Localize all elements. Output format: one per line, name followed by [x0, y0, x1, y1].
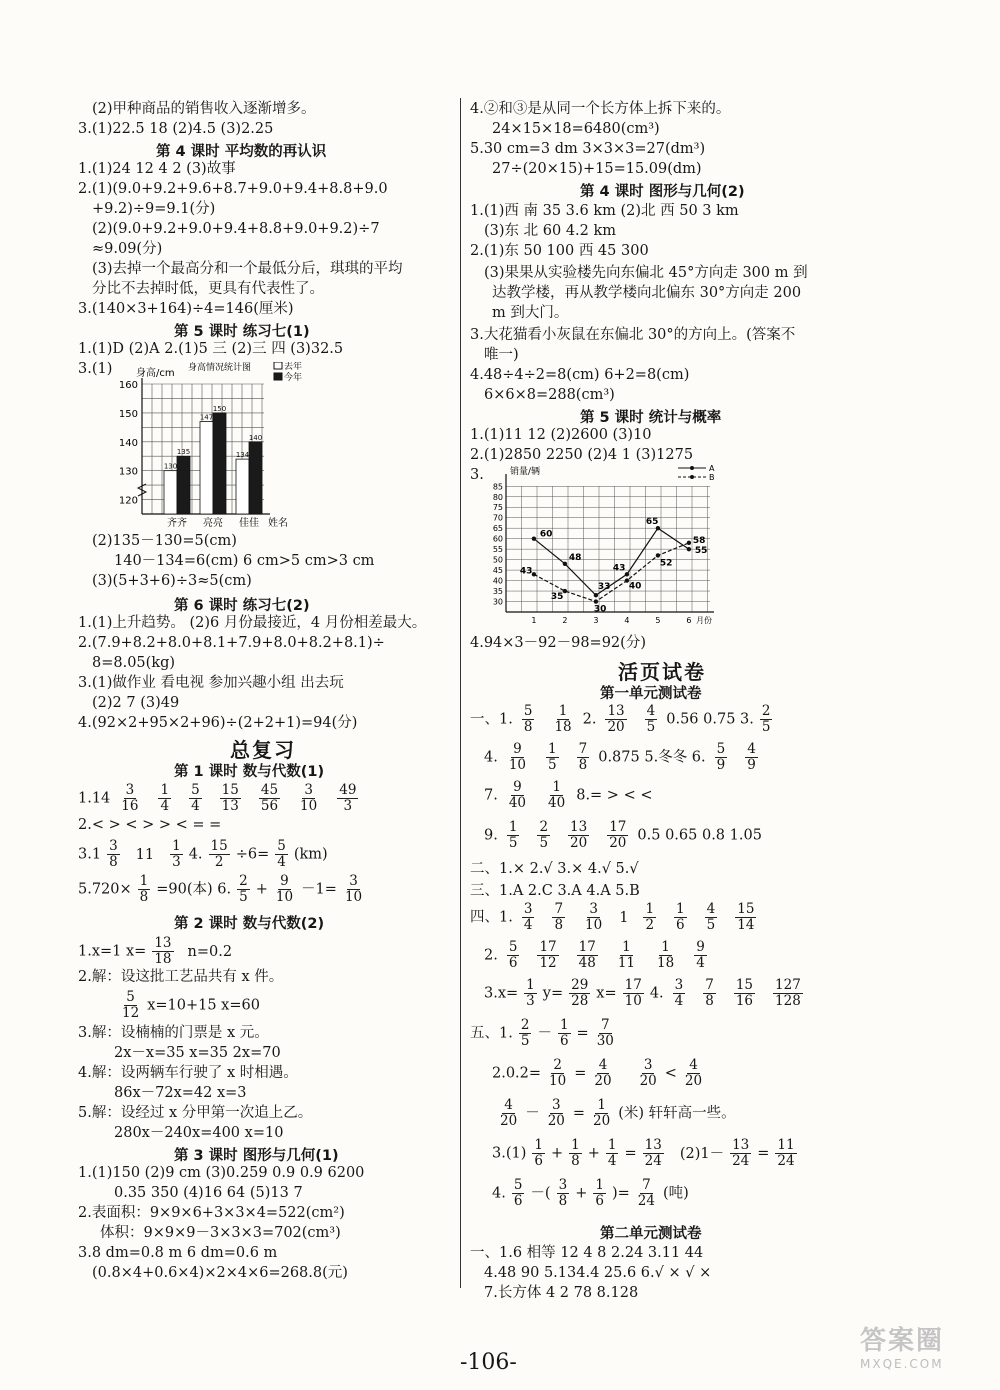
- fraction: $\frac{1}{8}$: [571, 1137, 580, 1169]
- fraction: $\frac{1}{40}$: [548, 779, 566, 811]
- fraction: $\frac{17}{12}$: [539, 939, 557, 971]
- answer-line: 1.(1)上升趋势。 (2)6 月份最接近，4 月份相差最大。: [78, 615, 427, 631]
- section-heading: 第 4 课时 图形与几何(2): [580, 184, 745, 200]
- data-label: 58: [692, 535, 706, 546]
- answer-line: 一、1. $\frac{5}{8}$ $\frac{1}{18}$ 2. $\frac{13}{20}$ $\frac{4}{5}$ 0.56 0.75 3. $\frac{2}{5}$: [470, 703, 771, 735]
- answer-line: 3.: [470, 467, 484, 483]
- data-label: 30: [593, 604, 607, 615]
- fraction: $\frac{2}{10}$: [549, 1057, 567, 1089]
- data-label: 33: [597, 582, 611, 593]
- fraction: $\frac{3}{10}$: [300, 782, 318, 814]
- bar-value-label: 140: [248, 433, 263, 442]
- answer-line: 3.x= $\frac{1}{3}$ y= $\frac{29}{28}$ x= $\frac{17}{10}$ 4. $\frac{3}{4}$ $\frac{7}{8}$ $\frac{15}{16}$ $\frac{127}{128}$: [484, 977, 801, 1009]
- answer-line: 2.0.2= $\frac{2}{10}$ = $\frac{4}{20}$ $\frac{3}{20}$ < $\frac{4}{20}$: [492, 1057, 703, 1089]
- legend-marker: [690, 475, 694, 479]
- column-divider: [460, 98, 461, 1288]
- answer-line: 6×6×8=288(cm³): [484, 387, 615, 403]
- fraction: $\frac{3}{8}$: [558, 1177, 568, 1209]
- fraction: $\frac{1}{6}$: [534, 1137, 543, 1169]
- answer-line: 5.720× $\frac{1}{8}$ =90(本) 6. $\frac{2}{5}$ + $\frac{9}{10}$ －1= $\frac{3}{10}$: [78, 873, 363, 905]
- y-tick-label: 80: [492, 492, 503, 502]
- section-heading: 第一单元测试卷: [600, 686, 702, 702]
- y-tick-label: 55: [492, 545, 503, 555]
- answer-line: 2.(1)(9.0+9.2+9.6+8.7+9.0+9.4+8.8+9.0: [78, 181, 388, 197]
- fraction: $\frac{1}{3}$: [172, 838, 181, 870]
- data-label: 52: [659, 558, 673, 569]
- data-label: 65: [645, 517, 659, 528]
- answer-line: (2)(9.0+9.2+9.0+9.4+8.8+9.0+9.2)÷7: [92, 221, 380, 237]
- legend-label: B: [709, 473, 715, 482]
- chart-title: 身高情况统计图: [188, 363, 252, 373]
- fraction: $\frac{5}{9}$: [716, 741, 726, 773]
- answer-line: 1.(1)11 12 (2)2600 (3)10: [470, 427, 652, 443]
- fraction: $\frac{2}{5}$: [520, 1017, 530, 1049]
- answer-line: 3.解：设楠楠的门票是 x 元。: [78, 1025, 269, 1041]
- fraction: $\frac{13}{18}$: [154, 935, 172, 967]
- y-tick-label: 35: [492, 587, 503, 597]
- answer-line: 2.< > < > > < = =: [78, 817, 222, 833]
- answer-line: 3.(1)22.5 18 (2)4.5 (3)2.25: [78, 121, 274, 137]
- fraction: $\frac{2}{5}$: [239, 873, 248, 905]
- answer-line: 4. $\frac{5}{6}$ －( $\frac{3}{8}$ + $\frac{1}{6}$ )= $\frac{7}{24}$ (吨): [492, 1177, 689, 1209]
- fraction: $\frac{1}{6}$: [676, 901, 685, 933]
- answer-line: 1.(1)D (2)A 2.(1)5 三 (2)三 四 (3)32.5: [78, 341, 344, 357]
- fraction: $\frac{9}{10}$: [275, 873, 294, 905]
- answer-line: 1.14 $\frac{3}{16}$ $\frac{1}{4}$ $\frac{5}{4}$ $\frac{15}{13}$ $\frac{45}{56}$ $\frac{3}{10}$ $\frac{49}{3}$: [78, 782, 357, 814]
- answer-line: 1.(1)西 南 35 3.6 km (2)北 西 50 3 km: [470, 203, 739, 219]
- y-tick-label: 30: [492, 597, 503, 607]
- answer-line: 5.30 cm=3 dm 3×3×3=27(dm³): [470, 141, 706, 157]
- bar: [164, 471, 177, 514]
- data-point: [656, 553, 660, 557]
- answer-line: 一、1.6 相等 12 4 8 2.24 3.11 44: [470, 1245, 704, 1261]
- fraction: $\frac{15}{13}$: [221, 782, 239, 814]
- legend-label: 今年: [284, 373, 303, 383]
- x-axis-label: 姓名: [268, 518, 288, 529]
- section-heading: 第二单元测试卷: [600, 1226, 702, 1242]
- fraction: $\frac{3}{20}$: [639, 1057, 657, 1089]
- answer-line: 4.94×3－92－98=92(分): [470, 635, 646, 651]
- answer-line: 2x－x=35 x=35 2x=70: [114, 1045, 281, 1061]
- fraction: $\frac{1}{6}$: [595, 1177, 604, 1209]
- y-tick-label: 160: [118, 380, 138, 391]
- data-point: [594, 599, 598, 603]
- fraction: $\frac{5}{8}$: [523, 703, 533, 735]
- answer-line: 体积：9×9×9－3×3×3=702(cm³): [100, 1225, 341, 1241]
- answer-line: 140－134=6(cm) 6 cm>5 cm>3 cm: [114, 553, 375, 569]
- fraction: $\frac{9}{40}$: [508, 779, 527, 811]
- answer-line: 3.(1)做作业 看电视 参加兴趣小组 出去玩: [78, 675, 344, 691]
- legend-label: 去年: [284, 362, 303, 372]
- fraction: $\frac{13}{20}$: [607, 703, 625, 735]
- legend-swatch: [274, 362, 282, 369]
- answer-line: 1.x=1 x= $\frac{13}{18}$ n=0.2: [78, 935, 233, 967]
- answer-line: +9.2)÷9=9.1(分): [92, 201, 216, 217]
- data-label: 48: [568, 552, 582, 563]
- answer-line: 2.解：设这批工艺品共有 x 件。: [78, 969, 284, 985]
- x-tick-label: 2: [562, 616, 568, 625]
- answer-line: 2.(1)东 50 100 西 45 300: [470, 243, 649, 259]
- answer-line: 27÷(20×15)+15=15.09(dm): [492, 161, 702, 177]
- answer-line: 4. $\frac{9}{10}$ $\frac{1}{5}$ $\frac{7}{8}$ 0.875 5.冬冬 6. $\frac{5}{9}$ $\frac{4}{9}$: [484, 741, 756, 773]
- section-heading: 第 3 课时 图形与几何(1): [174, 1148, 339, 1164]
- fraction: $\frac{9}{10}$: [508, 741, 527, 773]
- section-heading: 第 2 课时 数与代数(2): [174, 916, 325, 932]
- answer-line: 2.(7.9+8.2+8.0+8.1+7.9+8.0+8.2+8.1)÷: [78, 635, 385, 651]
- page-number: -106-: [460, 1350, 517, 1375]
- answer-line: 分比不去掉时低，更具有代表性了。: [92, 281, 324, 297]
- fraction: $\frac{1}{8}$: [139, 873, 149, 905]
- answer-line: 3.大花猫看小灰鼠在东偏北 30°的方向上。(答案不: [470, 327, 796, 343]
- y-tick-label: 40: [492, 576, 503, 586]
- data-label: 40: [628, 581, 642, 592]
- fraction: $\frac{13}{24}$: [644, 1137, 662, 1169]
- fraction: $\frac{3}{8}$: [109, 838, 118, 870]
- bar-value-label: 130: [163, 462, 178, 471]
- fraction: $\frac{3}{4}$: [523, 901, 533, 933]
- answer-line: 4.(92×2+95×2+96)÷(2+2+1)=94(分): [78, 715, 358, 731]
- answer-line: $\frac{4}{20}$ － $\frac{3}{20}$ = $\frac{1}{20}$ (米) 轩轩高一些。: [500, 1097, 736, 1129]
- x-tick-label: 3: [593, 616, 599, 625]
- section-heading: 第 5 课时 统计与概率: [580, 410, 722, 426]
- data-point: [687, 541, 691, 545]
- y-tick-label: 50: [492, 555, 503, 565]
- data-point: [687, 547, 691, 551]
- fraction: $\frac{3}{20}$: [547, 1097, 565, 1129]
- fraction: $\frac{29}{28}$: [571, 977, 589, 1009]
- bar: [200, 422, 213, 514]
- fraction: $\frac{1}{4}$: [607, 1137, 617, 1169]
- data-label: 43: [519, 566, 533, 577]
- fraction: $\frac{3}{10}$: [585, 901, 603, 933]
- answer-line: 1.(1)150 (2)9 cm (3)0.259 0.9 0.9 6200: [78, 1165, 365, 1181]
- answer-line: 24×15×18=6480(cm³): [492, 121, 660, 137]
- legend-marker: [690, 466, 694, 470]
- answer-line: ≈9.09(分): [92, 241, 163, 257]
- fraction: $\frac{1}{2}$: [645, 901, 655, 933]
- answer-line: (2)135－130=5(cm): [92, 533, 237, 549]
- answer-line: (3)果果从实验楼先向东偏北 45°方向走 300 m 到: [484, 265, 808, 281]
- section-heading: 第 6 课时 练习七(2): [174, 598, 310, 614]
- fraction: $\frac{7}{8}$: [578, 741, 588, 773]
- answer-line: (3)东 北 60 4.2 km: [484, 223, 617, 239]
- x-tick-label: 1: [531, 616, 537, 625]
- answer-line: 7.长方体 4 2 78 8.128: [484, 1285, 639, 1301]
- bar: [236, 459, 249, 514]
- fraction: $\frac{1}{4}$: [160, 782, 170, 814]
- answer-line: (3)去掉一个最高分和一个最低分后，琪琪的平均: [92, 261, 403, 277]
- x-tick-label: 5: [655, 616, 661, 625]
- y-tick-label: 60: [492, 534, 503, 544]
- section-heading: 第 5 课时 练习七(1): [174, 324, 310, 340]
- answer-line: 3.1 $\frac{3}{8}$ 11 $\frac{1}{3}$ 4. $\frac{15}{2}$ ÷6= $\frac{5}{4}$ (km): [78, 838, 328, 870]
- fraction: $\frac{5}{6}$: [508, 939, 518, 971]
- fraction: $\frac{3}{10}$: [344, 873, 363, 905]
- fraction: $\frac{2}{5}$: [761, 703, 771, 735]
- fraction: $\frac{4}{20}$: [594, 1057, 612, 1089]
- fraction: $\frac{127}{128}$: [775, 977, 801, 1009]
- answer-line: 9. $\frac{1}{5}$ $\frac{2}{5}$ $\frac{13}{20}$ $\frac{17}{20}$ 0.5 0.65 0.8 1.05: [484, 819, 762, 851]
- fraction: $\frac{4}{20}$: [500, 1097, 518, 1129]
- answer-line: (0.8×4+0.6×4)×2×4×6=268.8(元): [92, 1265, 348, 1281]
- answer-line: 4.②和③是从同一个长方体上拆下来的。: [470, 101, 731, 117]
- answer-line: 1.(1)24 12 4 2 (3)故事: [78, 161, 236, 177]
- fraction: $\frac{5}{6}$: [513, 1177, 523, 1209]
- fraction: $\frac{11}{24}$: [777, 1137, 795, 1169]
- y-tick-label: 150: [118, 408, 138, 420]
- answer-line: 2. $\frac{5}{6}$ $\frac{17}{12}$ $\frac{17}{48}$ $\frac{1}{11}$ $\frac{1}{18}$ $\frac{9}{4}$: [484, 939, 705, 971]
- fraction: $\frac{17}{20}$: [609, 819, 627, 851]
- answer-line: 达教学楼，再从教学楼向北偏东 30°方向走 200: [492, 285, 802, 301]
- bar: [213, 413, 226, 514]
- answer-line: 7. $\frac{9}{40}$ $\frac{1}{40}$ 8.= > < <: [484, 779, 653, 811]
- answer-line: 2.(1)2850 2250 (2)4 1 (3)1275: [470, 447, 694, 463]
- x-tick-label: 亮亮: [203, 518, 223, 529]
- answer-line: (2)甲种商品的销售收入逐渐增多。: [92, 101, 316, 117]
- y-tick-label: 75: [492, 503, 503, 513]
- answer-line: 三、1.A 2.C 3.A 4.A 5.B: [470, 883, 640, 899]
- fraction: $\frac{1}{11}$: [617, 939, 635, 971]
- section-heading: 第 1 课时 数与代数(1): [174, 764, 325, 780]
- watermark-logo: [860, 1320, 980, 1380]
- fraction: $\frac{1}{20}$: [593, 1097, 611, 1129]
- y-tick-label: 130: [118, 466, 138, 478]
- y-tick-label: 65: [492, 524, 503, 534]
- fraction: $\frac{1}{3}$: [526, 977, 535, 1009]
- fraction: $\frac{2}{5}$: [539, 819, 549, 851]
- bar-value-label: 150: [212, 404, 227, 413]
- data-label: 60: [539, 529, 553, 540]
- x-tick-label: 6: [686, 616, 692, 625]
- answer-line: 五、1. $\frac{2}{5}$ － $\frac{1}{6}$ = $\frac{7}{30}$: [470, 1017, 614, 1049]
- fraction: $\frac{3}{4}$: [674, 977, 684, 1009]
- x-tick-label: 齐齐: [167, 518, 187, 529]
- y-tick-label: 120: [118, 495, 138, 507]
- answer-line: 3.(140×3+164)÷4=146(厘米): [78, 301, 294, 317]
- legend-swatch: [274, 373, 282, 380]
- y-tick-label: 45: [492, 566, 503, 576]
- answer-line: 4.48 90 5.134.4 25.6 6.√ × √ ×: [484, 1265, 712, 1281]
- height-bar-chart: [108, 362, 348, 532]
- fraction: $\frac{5}{12}$: [122, 989, 140, 1021]
- x-tick-label: 4: [624, 616, 630, 625]
- bar: [177, 456, 190, 514]
- fraction: $\frac{17}{48}$: [578, 939, 596, 971]
- bar-value-label: 135: [176, 448, 191, 457]
- fraction: $\frac{5}{4}$: [277, 838, 286, 870]
- section-title: 总复习: [230, 738, 296, 762]
- bar-value-label: 134: [235, 451, 250, 460]
- fraction: $\frac{7}{24}$: [637, 1177, 655, 1209]
- answer-line: (3)(5+3+6)÷3≈5(cm): [92, 573, 252, 589]
- answer-line: m 到大门。: [492, 305, 569, 321]
- fraction: $\frac{7}{30}$: [596, 1017, 614, 1049]
- answer-line: 4.48÷4÷2=8(cm) 6+2=8(cm): [470, 367, 690, 383]
- watermark-url: MXQE.COM: [860, 1357, 944, 1371]
- answer-line: (2)2 7 (3)49: [92, 695, 180, 711]
- answer-line: 280x－240x=400 x=10: [114, 1125, 284, 1141]
- section-heading: 第 4 课时 平均数的再认识: [156, 144, 327, 160]
- fraction: $\frac{17}{10}$: [624, 977, 642, 1009]
- section-title: 活页试卷: [618, 660, 706, 684]
- y-tick-label: 140: [118, 437, 138, 449]
- answer-line: 二、1.× 2.√ 3.× 4.√ 5.√: [470, 861, 639, 877]
- x-axis-label: 月份: [696, 616, 712, 625]
- fraction: $\frac{13}{24}$: [732, 1137, 750, 1169]
- x-tick-label: 佳佳: [239, 518, 259, 529]
- data-point: [532, 536, 536, 540]
- answer-line: 5.解：设经过 x 分甲第一次追上乙。: [78, 1105, 313, 1121]
- fraction: $\frac{15}{14}$: [737, 901, 755, 933]
- answer-line: $\frac{5}{12}$ x=10+15 x=60: [122, 989, 260, 1021]
- fraction: $\frac{7}{8}$: [705, 977, 714, 1009]
- fraction: $\frac{1}{6}$: [559, 1017, 569, 1049]
- fraction: $\frac{1}{5}$: [548, 741, 557, 773]
- watermark-text: 答案圈: [860, 1326, 945, 1356]
- data-point: [594, 593, 598, 597]
- answer-line: 3.(1): [78, 361, 113, 377]
- data-label: 35: [550, 592, 564, 603]
- answer-line: 3.(1) $\frac{1}{6}$ + $\frac{1}{8}$ + $\frac{1}{4}$ = $\frac{13}{24}$ (2)1－ $\frac{13}{24}$ = $\frac{11}{24}$: [492, 1137, 795, 1169]
- y-axis-label: 身高/cm: [136, 368, 175, 379]
- fraction: $\frac{13}{20}$: [570, 819, 588, 851]
- fraction: $\frac{1}{18}$: [657, 939, 675, 971]
- sales-line-chart: [478, 462, 728, 634]
- data-point: [563, 562, 567, 566]
- answer-line: 86x－72x=42 x=3: [114, 1085, 247, 1101]
- fraction: $\frac{7}{8}$: [554, 901, 564, 933]
- data-label: 43: [612, 563, 626, 574]
- answer-line: 2.表面积：9×9×6+3×3×4=522(cm²): [78, 1205, 345, 1221]
- fraction: $\frac{5}{4}$: [191, 782, 200, 814]
- answer-line: 4.解：设两辆车行驶了 x 时相遇。: [78, 1065, 298, 1081]
- answer-line: 四、1. $\frac{3}{4}$ $\frac{7}{8}$ $\frac{3}{10}$ 1 $\frac{1}{2}$ $\frac{1}{6}$ $\frac{4}{5}$ $\frac{15}{14}$: [470, 901, 755, 933]
- y-axis-label: 销量/辆: [510, 467, 541, 477]
- y-tick-label: 85: [492, 482, 503, 492]
- fraction: $\frac{4}{20}$: [684, 1057, 703, 1089]
- fraction: $\frac{15}{2}$: [210, 838, 228, 870]
- answer-line: 0.35 350 (4)16 64 (5)13 7: [114, 1185, 303, 1201]
- fraction: $\frac{45}{56}$: [260, 782, 279, 814]
- fraction: $\frac{4}{5}$: [646, 703, 656, 735]
- y-tick-label: 70: [492, 513, 503, 523]
- axis-break: [138, 484, 146, 496]
- fraction: $\frac{49}{3}$: [339, 782, 357, 814]
- bar-value-label: 147: [199, 413, 214, 422]
- answer-line: 8=8.05(kg): [92, 655, 176, 671]
- fraction: $\frac{9}{4}$: [696, 939, 705, 971]
- fraction: $\frac{1}{5}$: [508, 819, 518, 851]
- fraction: $\frac{1}{18}$: [554, 703, 572, 735]
- fraction: $\frac{4}{5}$: [706, 901, 716, 933]
- bar: [249, 442, 262, 514]
- answer-line: 唯一): [484, 347, 519, 363]
- fraction: $\frac{15}{16}$: [735, 977, 754, 1009]
- fraction: $\frac{4}{9}$: [747, 741, 756, 773]
- legend-label: A: [709, 464, 715, 473]
- answer-line: 3.8 dm=0.8 m 6 dm=0.6 m: [78, 1245, 278, 1261]
- data-label: 55: [694, 546, 708, 557]
- fraction: $\frac{3}{16}$: [121, 782, 139, 814]
